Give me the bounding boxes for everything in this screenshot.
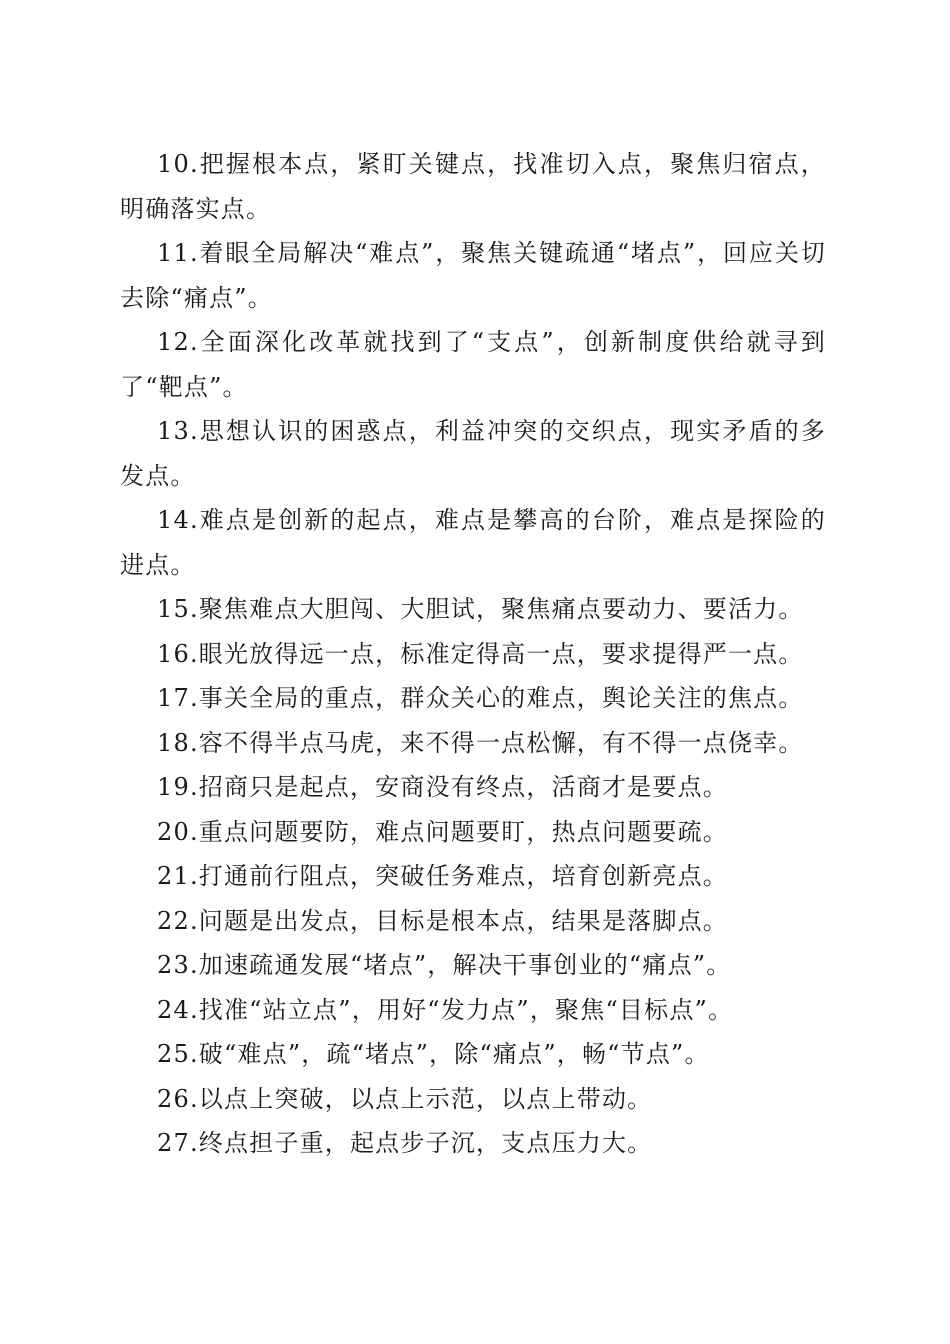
paragraph-item-26: 26.以点上突破，以点上示范，以点上带动。: [157, 1084, 653, 1113]
paragraph-item-25: 25.破“难点”，疏“堵点”，除“痛点”，畅“节点”。: [157, 1040, 710, 1068]
paragraph-item-17: 17.事关全局的重点，群众关心的难点，舆论关注的焦点。: [157, 684, 804, 712]
paragraph-item-12: 12.全面深化改革就找到了“支点”，创新制度供给就寻到了“靶点”。: [120, 328, 826, 401]
paragraph-item-18: 18.容不得半点马虎，来不得一点松懈，有不得一点侥幸。: [157, 728, 804, 757]
paragraph-item-11: 11.着眼全局解决“难点”，聚焦关键疏通“堵点”，回应关切去除“痛点”。: [120, 239, 826, 312]
paragraph-item-16: 16.眼光放得远一点，标准定得高一点，要求提得严一点。: [157, 639, 804, 668]
document-body: [120, 142, 826, 1166]
paragraph-item-14: 14.难点是创新的起点，难点是攀高的台阶，难点是探险的进点。: [120, 506, 826, 579]
paragraph-item-23: 23.加速疏通发展“堵点”，解决干事创业的“痛点”。: [157, 951, 732, 979]
paragraph-item-22: 22.问题是出发点，目标是根本点，结果是落脚点。: [157, 906, 728, 935]
paragraph-item-13: 13.思想认识的困惑点，利益冲突的交织点，现实矛盾的多发点。: [120, 417, 826, 490]
paragraph-item-21: 21.打通前行阻点，突破任务难点，培育创新亮点。: [157, 862, 728, 890]
paragraph-item-15: 15.聚焦难点大胆闯、大胆试，聚焦痛点要动力、要活力。: [157, 595, 804, 623]
paragraph-item-24: 24.找准“站立点”，用好“发力点”，聚焦“目标点”。: [157, 995, 734, 1024]
paragraph-item-19: 19.招商只是起点，安商没有终点，活商才是要点。: [157, 773, 728, 801]
paragraph-item-27: 27.终点担子重，起点步子沉，支点压力大。: [157, 1129, 653, 1157]
paragraph-item-10: 10.把握根本点，紧盯关键点，找准切入点，聚焦归宿点，明确落实点。: [120, 150, 826, 223]
paragraph-item-20: 20.重点问题要防，难点问题要盯，热点问题要疏。: [157, 817, 728, 846]
